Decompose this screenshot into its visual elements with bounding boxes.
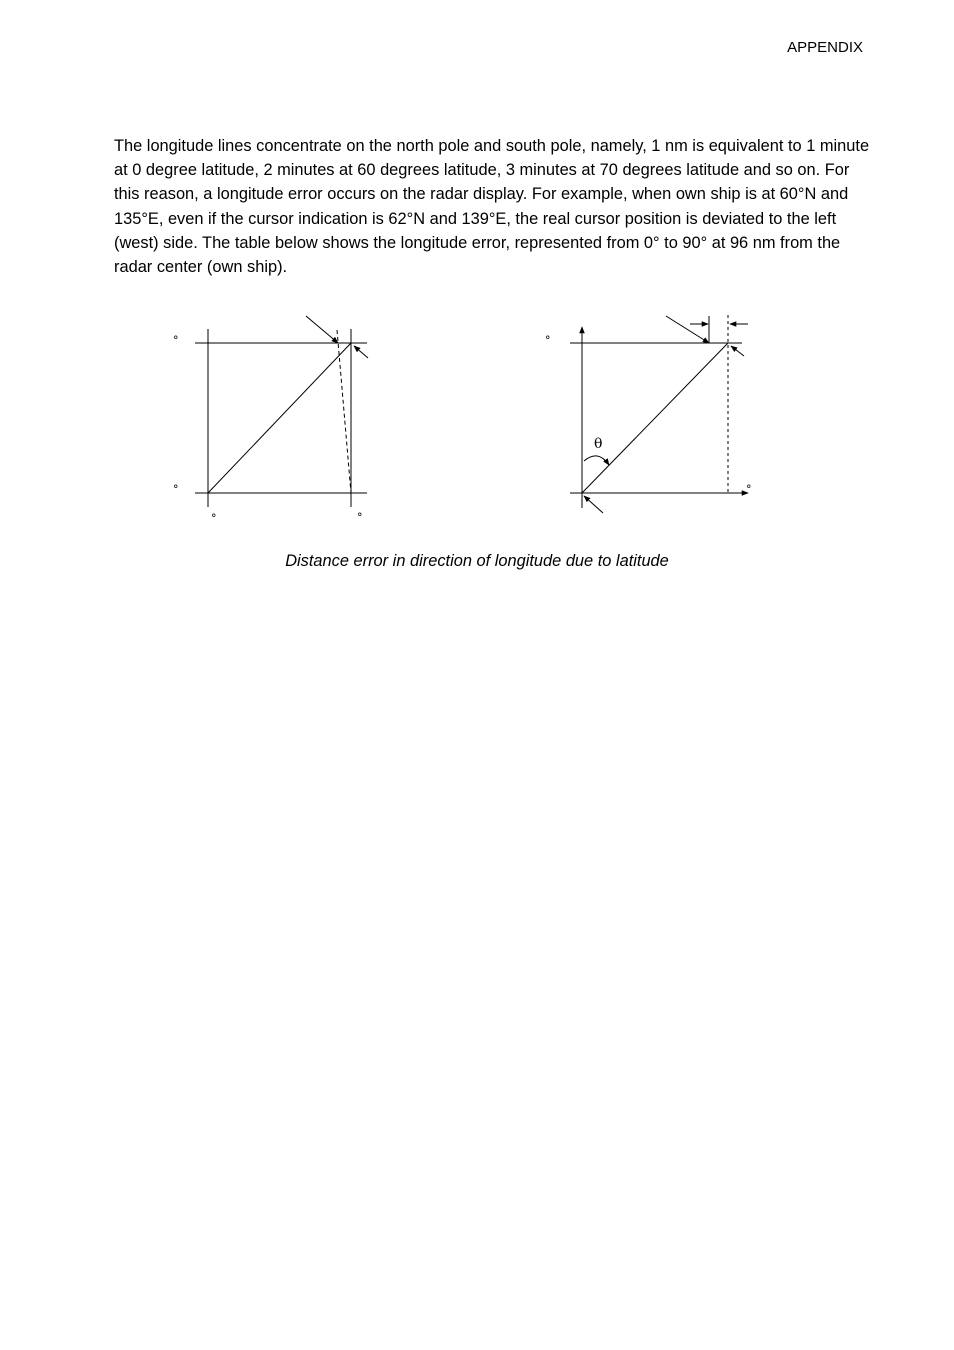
- page-header-section: APPENDIX: [787, 39, 863, 56]
- right-origin-arrow: [584, 496, 603, 513]
- right-degree-mark-top: °: [545, 334, 551, 347]
- left-degree-mark-top: °: [173, 334, 179, 347]
- left-diagonal-line: [208, 343, 351, 493]
- body-paragraph: The longitude lines concentrate on the north pole and south pole, namely, 1 nm is equivalent to 1 minute at 0 degree latitude, 2 minutes at 60 degrees latitude, 3 minutes at 70 degrees latitude and so on. For this reason, a longitude error occurs on the radar display. For example, when own ship is at 60°N and 135°E, even if the cursor indication is 62°N and 139°E, the real cursor position is deviated to the left (west) side. The table below shows the longitude error, represented from 0° to 90° at 96 nm from the radar center (own ship).: [114, 137, 870, 277]
- right-arrow-lower: [731, 346, 744, 356]
- right-diagram: [570, 315, 748, 513]
- left-degree-mark-bottom: °: [173, 483, 179, 496]
- theta-label: θ: [594, 436, 603, 452]
- right-degree-mark-right: °: [746, 483, 752, 496]
- figure-caption: Distance error in direction of longitude due to latitude: [285, 552, 669, 570]
- left-arrow-upper: [306, 316, 338, 343]
- right-arrow-upper: [666, 316, 709, 343]
- left-degree-mark-x1: °: [211, 512, 217, 525]
- theta-arc: [584, 456, 609, 465]
- right-diagonal-line: [582, 343, 728, 493]
- longitude-error-figure: [0, 300, 954, 540]
- left-arrow-lower: [354, 346, 368, 358]
- left-diagram: [195, 316, 368, 507]
- left-degree-mark-x2: °: [357, 511, 363, 524]
- left-dashed-line: [337, 330, 351, 493]
